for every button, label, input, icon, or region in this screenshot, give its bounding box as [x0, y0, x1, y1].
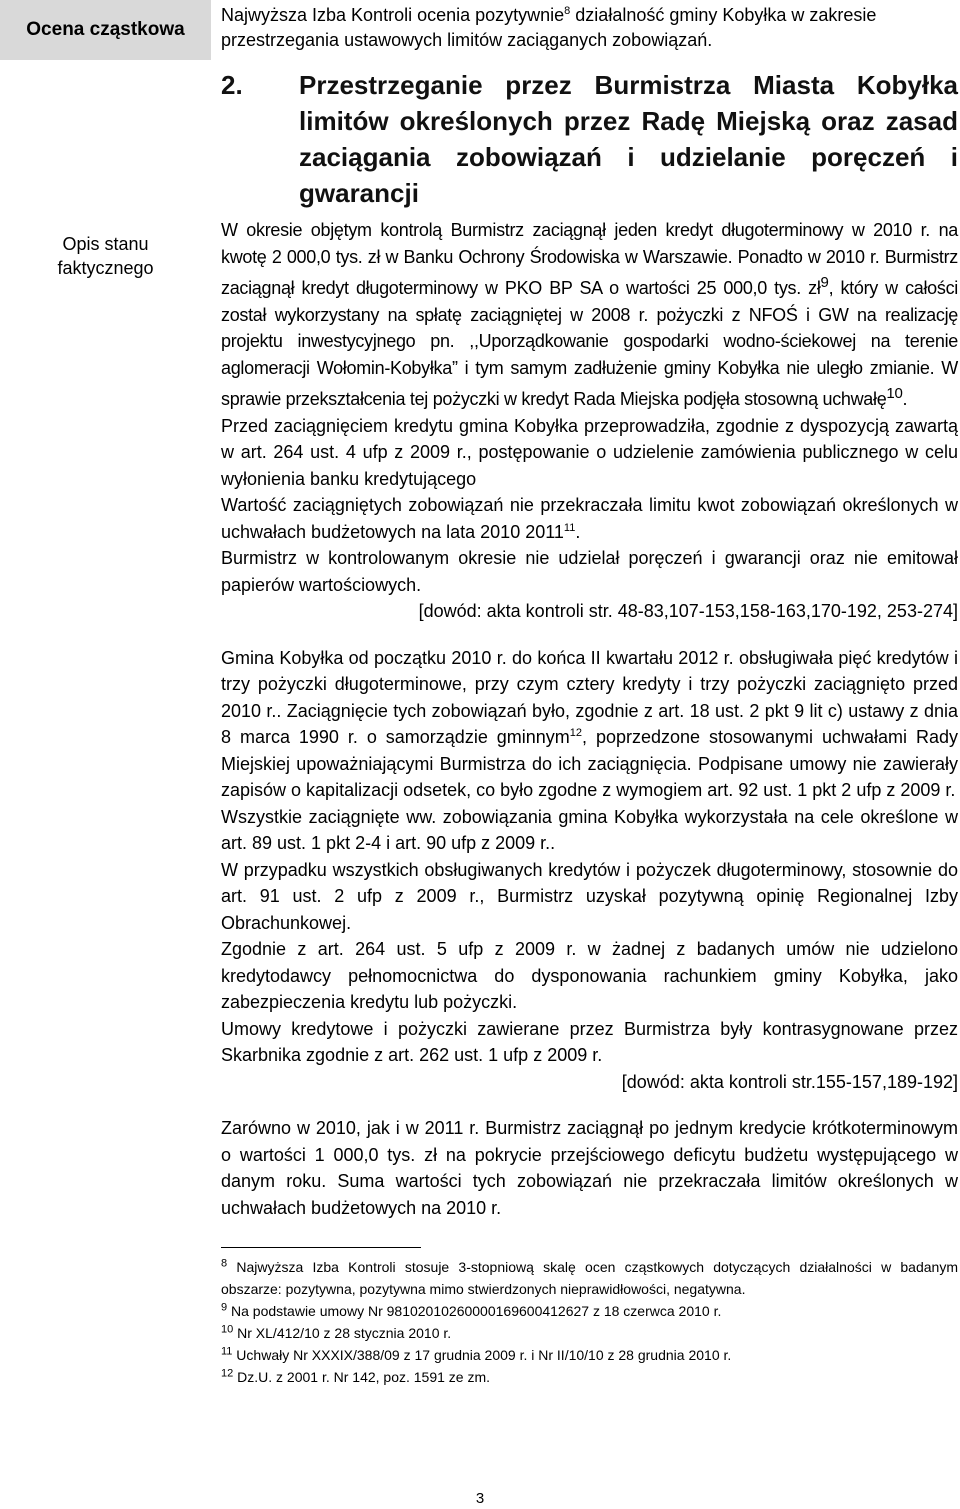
paragraph-9: Umowy kredytowe i pożyczki zawierane przez Burmistrza były kontrasygnowane przez Skarbnika zgodnie z art. 262 ust. 1 ufp z 2009 r.	[221, 1018, 958, 1065]
section-number: 2.	[221, 70, 243, 100]
paragraph-text: .	[902, 389, 908, 409]
footnote	[221, 1344, 958, 1366]
side-label-line1: Opis stanu	[62, 234, 149, 254]
paragraph-text: Wartość zaciągniętych zobowiązań nie przekraczała limitu kwot zobowiązań określonych w uchwałach budżetowych na lata 2010 2011	[221, 495, 958, 542]
footnote	[221, 1322, 958, 1344]
footnote-number: 12	[221, 1367, 234, 1380]
paragraph-5	[221, 645, 958, 804]
footnote-text: Uchwały Nr XXXIX/388/09 z 17 grudnia 2009 r. i Nr II/10/10 z 28 grudnia 2010 r.	[232, 1347, 732, 1363]
section-heading	[221, 67, 958, 211]
intro-text: Najwyższa Izba Kontroli ocenia pozytywnie	[221, 5, 565, 25]
evidence-reference: [dowód: akta kontroli str.155-157,189-192]	[621, 1071, 958, 1092]
footnote-text: Na podstawie umowy Nr 98102010260000169600412627 z 18 czerwca 2010 r.	[227, 1303, 722, 1319]
paragraph-text: , poprzedzone stosowanymi uchwałami Rady Miejskiej upoważniającymi Burmistrza do ich zaciągnięcia. Podpisane umowy nie zawierały zapisów o kapitalizacji odsetek, co było zgodne z wymogiem art. 92 ust. 1 pkt 2 ufp z 2009 r.	[221, 727, 958, 800]
footnote	[221, 1300, 958, 1322]
footnote-ref: 8	[564, 5, 571, 17]
paragraph-3	[221, 492, 958, 545]
paragraph-1	[221, 217, 958, 413]
evidence-reference: [dowód: akta kontroli str. 48-83,107-153,158-163,170-192, 253-274]	[418, 601, 958, 621]
footnote	[221, 1256, 958, 1300]
footnote-number: 11	[221, 1345, 233, 1358]
main-content	[221, 3, 958, 1388]
paragraph-4: Burmistrz w kontrolowanym okresie nie udzielał poręczeń i gwarancji oraz nie emitował papierów wartościowych.	[221, 548, 958, 595]
footnote-text: Najwyższa Izba Kontroli stosuje 3-stopniową skalę ocen cząstkowych dotyczących działalności w badanym obszarze: pozytywna, pozytywna mimo stwierdzonych nieprawidłowości, negatywna.	[221, 1259, 958, 1297]
paragraph-8: Zgodnie z art. 264 ust. 5 ufp z 2009 r. w żadnej z badanych umów nie udzielono kredytodawcy pełnomocnictwa do dysponowania rachunkiem gminy Kobyłka, jako zabezpieczenia kredytu lub pożyczki.	[221, 939, 958, 1012]
footnote-ref: 10	[886, 385, 903, 402]
paragraph-text: , który w całości został wykorzystany na spłatę zaciągniętej w 2008 r. pożyczki z NFOŚ i GW na realizację projektu inwestycyjnego pn. ,,Uporządkowanie gospodarki wodno-ściekowej na terenie aglomeracji Wołomin-Kobyłka” i tym samym zadłużenie gminy Kobyłka nie uległo zmianie. W sprawie przekształcenia tej pożyczki w kredyt Rada Miejska podjęła stosowną uchwałę	[221, 278, 958, 409]
footnote	[221, 1366, 958, 1388]
footnote-ref: 9	[820, 274, 829, 291]
footnote-divider	[221, 1247, 421, 1248]
footnote-text: Nr XL/412/10 z 28 stycznia 2010 r.	[233, 1325, 452, 1341]
paragraph-7: W przypadku wszystkich obsługiwanych kredytów i pożyczek długoterminowy, stosownie do art. 91 ust. 2 ufp z 2009 r., Burmistrz uzyskał pozytywną opinię Regionalnej Izby Obrachunkowej.	[221, 859, 958, 933]
footnote-text: Dz.U. z 2001 r. Nr 142, poz. 1591 ze zm.	[233, 1369, 491, 1385]
paragraph-10: Zarówno w 2010, jak i w 2011 r. Burmistrz zaciągnął po jednym kredycie krótkoterminowym o wartości 1 000,0 tys. zł na pokrycie przejściowego deficytu budżetu występującego w danym roku. Suma wartości tych zobowiązań nie przekraczała limitów określonych w uchwałach budżetowych na 2010 r.	[221, 1118, 958, 1218]
page-number: 3	[475, 1490, 485, 1507]
footnote-ref: 11	[563, 521, 576, 534]
paragraph-6: Wszystkie zaciągnięte ww. zobowiązania gmina Kobyłka wykorzystała na cele określone w art. 89 ust. 1 pkt 2-4 i art. 90 ufp z 2009 r..	[221, 806, 958, 853]
assessment-label: Ocena cząstkowa	[26, 19, 185, 40]
footnote-number: 10	[221, 1323, 234, 1336]
footnote-number: 8	[221, 1257, 228, 1270]
side-label-line2: faktycznego	[57, 258, 154, 278]
paragraph-text: W okresie objętym kontrolą Burmistrz zaciągnął jeden kredyt długoterminowy w 2010 r. na kwotę 2 000,0 tys. zł w Banku Ochrony Środowiska w Warszawie. Ponadto w 2010 r. Burmistrz zaciągnął kredyt długoterminowy w PKO BP SA o wartości 25 000,0 tys. zł	[221, 220, 958, 298]
paragraph-text: .	[575, 521, 581, 542]
assessment-box	[0, 0, 211, 60]
intro-paragraph	[221, 3, 958, 53]
section-title: Przestrzeganie przez Burmistrza Miasta Kobyłka limitów określonych przez Radę Miejską oraz zasad zaciągania zobowiązań i udzielanie poręczeń i gwarancji	[299, 70, 958, 208]
footnote-number: 9	[221, 1301, 228, 1314]
paragraph-2: Przed zaciągnięciem kredytu gmina Kobyłka przeprowadziła, zgodnie z dyspozycją zawartą w art. 264 ust. 4 ufp z 2009 r., postępowanie o udzielenie zamówienia publicznego w celu wyłonienia banku kredytującego	[221, 415, 958, 489]
paragraph-text: Gmina Kobyłka od początku 2010 r. do końca II kwartału 2012 r. obsługiwała pięć kredytów i trzy pożyczki długoterminowe, przy czym cztery kredyty i trzy pożyczki zaciągnięto przed 2010 r.. Zaciągnięcie tych zobowiązań było, zgodnie z art. 18 ust. 2 pkt 9 lit c) ustawy z dnia 8 marca 1990 r. o samorządzie gminnym	[221, 647, 958, 747]
footnote-ref: 12	[569, 727, 583, 739]
side-label	[0, 232, 211, 280]
intro-text-cont: działalność gminy Kobyłka w zakresie przestrzegania ustawowych limitów zaciąganych zobowiązań.	[221, 5, 877, 50]
